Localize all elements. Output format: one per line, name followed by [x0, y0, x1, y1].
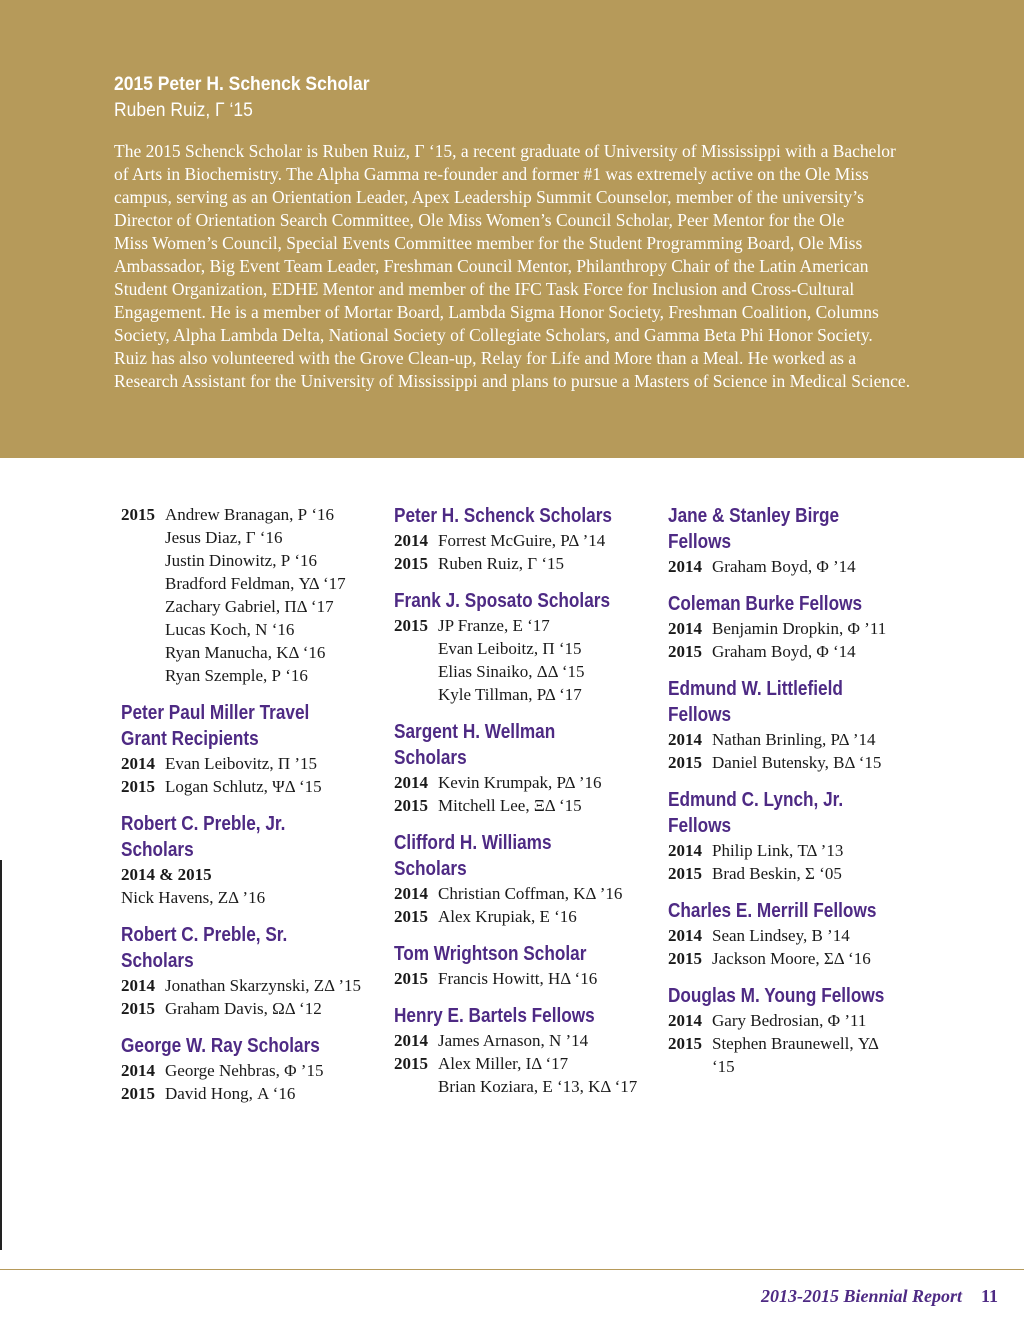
- award-section: [394, 830, 656, 928]
- recipient-row: [121, 1059, 383, 1082]
- award-heading: Edmund W. Littlefield: [668, 678, 843, 700]
- award-heading: Scholars: [121, 950, 194, 972]
- recipient-row: [668, 1009, 938, 1032]
- award-year: 2015: [121, 999, 155, 1018]
- award-heading: Grant Recipients: [121, 728, 259, 750]
- award-heading: Peter Paul Miller Travel: [121, 702, 310, 724]
- award-section: [668, 983, 938, 1078]
- recipient-name: Jesus Diaz, Γ ‘16: [165, 528, 283, 547]
- recipient-row: [121, 549, 383, 572]
- recipient-row: [668, 947, 938, 970]
- recipient-name: Zachary Gabriel, ΠΔ ‘17: [165, 597, 334, 616]
- award-year: [668, 1055, 712, 1078]
- body-line: Engagement. He is a member of Mortar Board, Lambda Sigma Honor Society, Freshman Coalition, Columns: [114, 302, 879, 322]
- recipient-name: Andrew Branagan, Ρ ‘16: [165, 505, 335, 524]
- recipient-name: JP Franze, Ε ‘17: [438, 616, 550, 635]
- award-year: [394, 637, 438, 660]
- award-year: [121, 526, 165, 549]
- award-section: [121, 503, 383, 687]
- award-year: 2014: [121, 754, 155, 773]
- award-year: [121, 664, 165, 687]
- recipient-row: [394, 552, 656, 575]
- award-section: [394, 719, 656, 817]
- award-year: [121, 618, 165, 641]
- report-title: 2013-2015 Biennial Report: [760, 1286, 962, 1306]
- recipient-row: [121, 1082, 383, 1105]
- award-heading: Fellows: [668, 531, 732, 553]
- recipient-row: [121, 618, 383, 641]
- recipient-row: [394, 794, 656, 817]
- award-year: 2015: [394, 796, 428, 815]
- recipient-row: [394, 1075, 656, 1098]
- award-section: [394, 588, 656, 706]
- recipient-name: David Hong, Α ‘16: [165, 1084, 296, 1103]
- recipient-row: [394, 529, 656, 552]
- award-year: 2014: [394, 773, 428, 792]
- recipient-row: [668, 555, 938, 578]
- award-year: 2015: [121, 505, 155, 524]
- page-edge-mark: [0, 860, 2, 1250]
- award-heading: Charles E. Merrill Fellows: [668, 900, 877, 922]
- recipient-row: [668, 640, 938, 663]
- recipient-name: [212, 863, 383, 886]
- award-heading: Edmund C. Lynch, Jr.: [668, 789, 844, 811]
- body-line: Student Organization, EDHE Mentor and member of the IFC Task Force for Inclusion and Cross-Cultural: [114, 279, 855, 299]
- recipient-row: [668, 1055, 938, 1078]
- recipient-row: [394, 905, 656, 928]
- recipient-row: [121, 863, 383, 886]
- feature-recipient: Ruben Ruiz, Γ ‘15: [114, 100, 253, 121]
- recipient-name: Nick Havens, ΖΔ ’16: [121, 888, 266, 907]
- recipient-row: [668, 751, 938, 774]
- body-line: Society, Alpha Lambda Delta, National Society of Collegiate Scholars, and Gamma Beta Phi Honor Society.: [114, 325, 873, 345]
- award-heading: Scholars: [121, 839, 194, 861]
- award-year: [394, 1075, 438, 1098]
- award-section: [121, 811, 383, 909]
- recipient-row: [668, 862, 938, 885]
- award-year: 2015: [668, 1034, 702, 1053]
- recipient-name: Philip Link, ΤΔ ’13: [712, 841, 844, 860]
- recipient-row: [121, 526, 383, 549]
- recipient-name: Alex Krupiak, Ε ‘16: [438, 907, 577, 926]
- award-year: 2014: [394, 884, 428, 903]
- recipient-row: [121, 974, 383, 997]
- body-line: Miss Women’s Council, Special Events Committee member for the Student Programming Board, Ole Miss: [114, 233, 863, 253]
- award-year: 2015: [668, 864, 702, 883]
- body-line: Ambassador, Big Event Team Leader, Freshman Council Mentor, Philanthropy Chair of the Latin American: [114, 256, 869, 276]
- recipient-row: [394, 614, 656, 637]
- recipient-name: Evan Leibovitz, Π ’15: [165, 754, 318, 773]
- recipient-name: Graham Davis, ΩΔ ‘12: [165, 999, 322, 1018]
- award-heading: Peter H. Schenck Scholars: [394, 505, 612, 527]
- recipient-name: Graham Boyd, Φ ’14: [712, 557, 856, 576]
- recipient-name: Nathan Brinling, ΡΔ ’14: [712, 730, 876, 749]
- recipient-row: [394, 882, 656, 905]
- award-year: 2015: [394, 1054, 428, 1073]
- recipient-name: Logan Schlutz, ΨΔ ‘15: [165, 777, 322, 796]
- award-year: 2014: [121, 976, 155, 995]
- award-section: [668, 591, 938, 663]
- award-year: [394, 660, 438, 683]
- recipient-name: Daniel Butensky, ΒΔ ‘15: [712, 753, 882, 772]
- recipient-name: James Arnason, Ν ’14: [438, 1031, 589, 1050]
- recipient-name: Brian Koziara, Ε ‘13, ΚΔ ‘17: [438, 1077, 638, 1096]
- recipient-row: [121, 572, 383, 595]
- recipient-name: Sean Lindsey, Β ’14: [712, 926, 850, 945]
- award-heading: Robert C. Preble, Sr.: [121, 924, 288, 946]
- recipient-name: Ruben Ruiz, Γ ‘15: [438, 554, 564, 573]
- recipient-name: Benjamin Dropkin, Φ ’11: [712, 619, 887, 638]
- award-heading: Sargent H. Wellman: [394, 721, 556, 743]
- recipient-name: Bradford Feldman, ΥΔ ‘17: [165, 574, 346, 593]
- feature-banner: [0, 0, 1024, 458]
- body-line: Ruiz has also volunteered with the Grove Clean-up, Relay for Life and More than a Meal. He worked as a: [114, 348, 857, 368]
- recipient-name: Alex Miller, ΙΔ ‘17: [438, 1054, 569, 1073]
- page-number: 11: [981, 1286, 999, 1306]
- award-section: [668, 676, 938, 774]
- recipient-row: [121, 664, 383, 687]
- recipient-row: [121, 752, 383, 775]
- award-year: 2014 & 2015: [121, 865, 212, 884]
- recipient-name: Francis Howitt, ΗΔ ‘16: [438, 969, 598, 988]
- award-year: 2014: [668, 557, 702, 576]
- award-section: [121, 922, 383, 1020]
- award-heading: Robert C. Preble, Jr.: [121, 813, 286, 835]
- award-heading: Fellows: [668, 704, 732, 726]
- recipient-name: Christian Coffman, ΚΔ ’16: [438, 884, 623, 903]
- recipient-row: [668, 924, 938, 947]
- recipient-name: Evan Leiboitz, Π ‘15: [438, 639, 582, 658]
- recipient-row: [394, 637, 656, 660]
- recipient-name: Justin Dinowitz, Ρ ‘16: [165, 551, 318, 570]
- award-year: 2014: [394, 531, 428, 550]
- body-line: The 2015 Schenck Scholar is Ruben Ruiz, Γ ‘15, a recent graduate of University of Mississippi with a Bachelor: [114, 141, 896, 161]
- recipient-row: [394, 683, 656, 706]
- award-year: 2015: [668, 642, 702, 661]
- award-year: 2015: [394, 969, 428, 988]
- award-year: 2014: [668, 1011, 702, 1030]
- award-year: [394, 683, 438, 706]
- award-year: 2015: [121, 1084, 155, 1103]
- recipient-row: [121, 595, 383, 618]
- recipient-row: [121, 503, 383, 526]
- awards-column-2: [394, 503, 656, 1111]
- recipient-name: Ryan Szemple, Ρ ‘16: [165, 666, 308, 685]
- award-section: [394, 503, 656, 575]
- award-year: 2014: [668, 841, 702, 860]
- award-section: [668, 898, 938, 970]
- award-heading: Clifford H. Williams: [394, 832, 552, 854]
- recipient-name: Elias Sinaiko, ΔΔ ‘15: [438, 662, 585, 681]
- award-year: 2015: [394, 907, 428, 926]
- recipient-name: Kyle Tillman, ΡΔ ‘17: [438, 685, 582, 704]
- award-year: [121, 641, 165, 664]
- recipient-row: [394, 1052, 656, 1075]
- award-year: 2015: [668, 949, 702, 968]
- recipient-name: Ryan Manucha, ΚΔ ‘16: [165, 643, 326, 662]
- recipient-name: Mitchell Lee, ΞΔ ‘15: [438, 796, 582, 815]
- recipient-row: [121, 997, 383, 1020]
- footer-divider: [0, 1269, 1024, 1270]
- award-heading: George W. Ray Scholars: [121, 1035, 320, 1057]
- recipient-row: [668, 1032, 938, 1055]
- award-year: [121, 595, 165, 618]
- award-section: [121, 700, 383, 798]
- award-heading: Tom Wrightson Scholar: [394, 943, 587, 965]
- award-section: [121, 1033, 383, 1105]
- award-section: [394, 941, 656, 990]
- award-year: 2014: [394, 1031, 428, 1050]
- recipient-name: Brad Beskin, Σ ‘05: [712, 864, 842, 883]
- recipient-row: [121, 641, 383, 664]
- recipient-name: ‘15: [712, 1057, 735, 1076]
- recipient-row: [668, 617, 938, 640]
- recipient-name: Graham Boyd, Φ ‘14: [712, 642, 856, 661]
- award-heading: Henry E. Bartels Fellows: [394, 1005, 595, 1027]
- feature-body: [114, 140, 914, 393]
- award-section: [668, 503, 938, 578]
- award-heading: Scholars: [394, 747, 467, 769]
- award-year: 2015: [121, 777, 155, 796]
- award-section: [394, 1003, 656, 1098]
- award-section: [668, 787, 938, 885]
- awards-column-3: [668, 503, 938, 1091]
- recipient-row: [394, 967, 656, 990]
- recipient-name: Stephen Braunewell, ΥΔ: [712, 1034, 879, 1053]
- recipient-name: Forrest McGuire, ΡΔ ’14: [438, 531, 606, 550]
- recipient-name: Lucas Koch, Ν ‘16: [165, 620, 295, 639]
- recipient-row: [394, 771, 656, 794]
- award-heading: Jane & Stanley Birge: [668, 505, 840, 527]
- body-line: of Arts in Biochemistry. The Alpha Gamma re-founder and former #1 was extremely active on the Ole Miss: [114, 164, 869, 184]
- recipient-row: [668, 728, 938, 751]
- recipient-name: Gary Bedrosian, Φ ’11: [712, 1011, 867, 1030]
- award-year: 2015: [394, 616, 428, 635]
- recipient-row: [668, 839, 938, 862]
- awards-column-1: [121, 503, 383, 1118]
- award-year: 2015: [394, 554, 428, 573]
- body-line: Director of Orientation Search Committee, Ole Miss Women’s Council Scholar, Peer Mentor for the Ole: [114, 210, 845, 230]
- recipient-name: Kevin Krumpak, ΡΔ ’16: [438, 773, 602, 792]
- recipient-row: [121, 886, 383, 909]
- award-year: 2014: [668, 730, 702, 749]
- award-heading: Fellows: [668, 815, 732, 837]
- body-line: campus, serving as an Orientation Leader, Apex Leadership Summit Counselor, member of the university’s: [114, 187, 864, 207]
- award-year: 2014: [668, 619, 702, 638]
- recipient-name: Jonathan Skarzynski, ΖΔ ’15: [165, 976, 362, 995]
- award-year: 2014: [121, 1061, 155, 1080]
- award-year: 2014: [668, 926, 702, 945]
- recipient-name: George Nehbras, Φ ’15: [165, 1061, 324, 1080]
- recipient-row: [394, 660, 656, 683]
- award-heading: Douglas M. Young Fellows: [668, 985, 885, 1007]
- award-heading: Scholars: [394, 858, 467, 880]
- feature-title: 2015 Peter H. Schenck Scholar: [114, 74, 370, 95]
- body-line: Research Assistant for the University of Mississippi and plans to pursue a Masters of Science in Medical Science.: [114, 371, 911, 391]
- recipient-row: [394, 1029, 656, 1052]
- award-year: 2015: [668, 753, 702, 772]
- recipient-name: Jackson Moore, ΣΔ ‘16: [712, 949, 871, 968]
- award-year: [121, 549, 165, 572]
- award-year: [121, 572, 165, 595]
- recipient-row: [121, 775, 383, 798]
- award-heading: Coleman Burke Fellows: [668, 593, 863, 615]
- award-heading: Frank J. Sposato Scholars: [394, 590, 611, 612]
